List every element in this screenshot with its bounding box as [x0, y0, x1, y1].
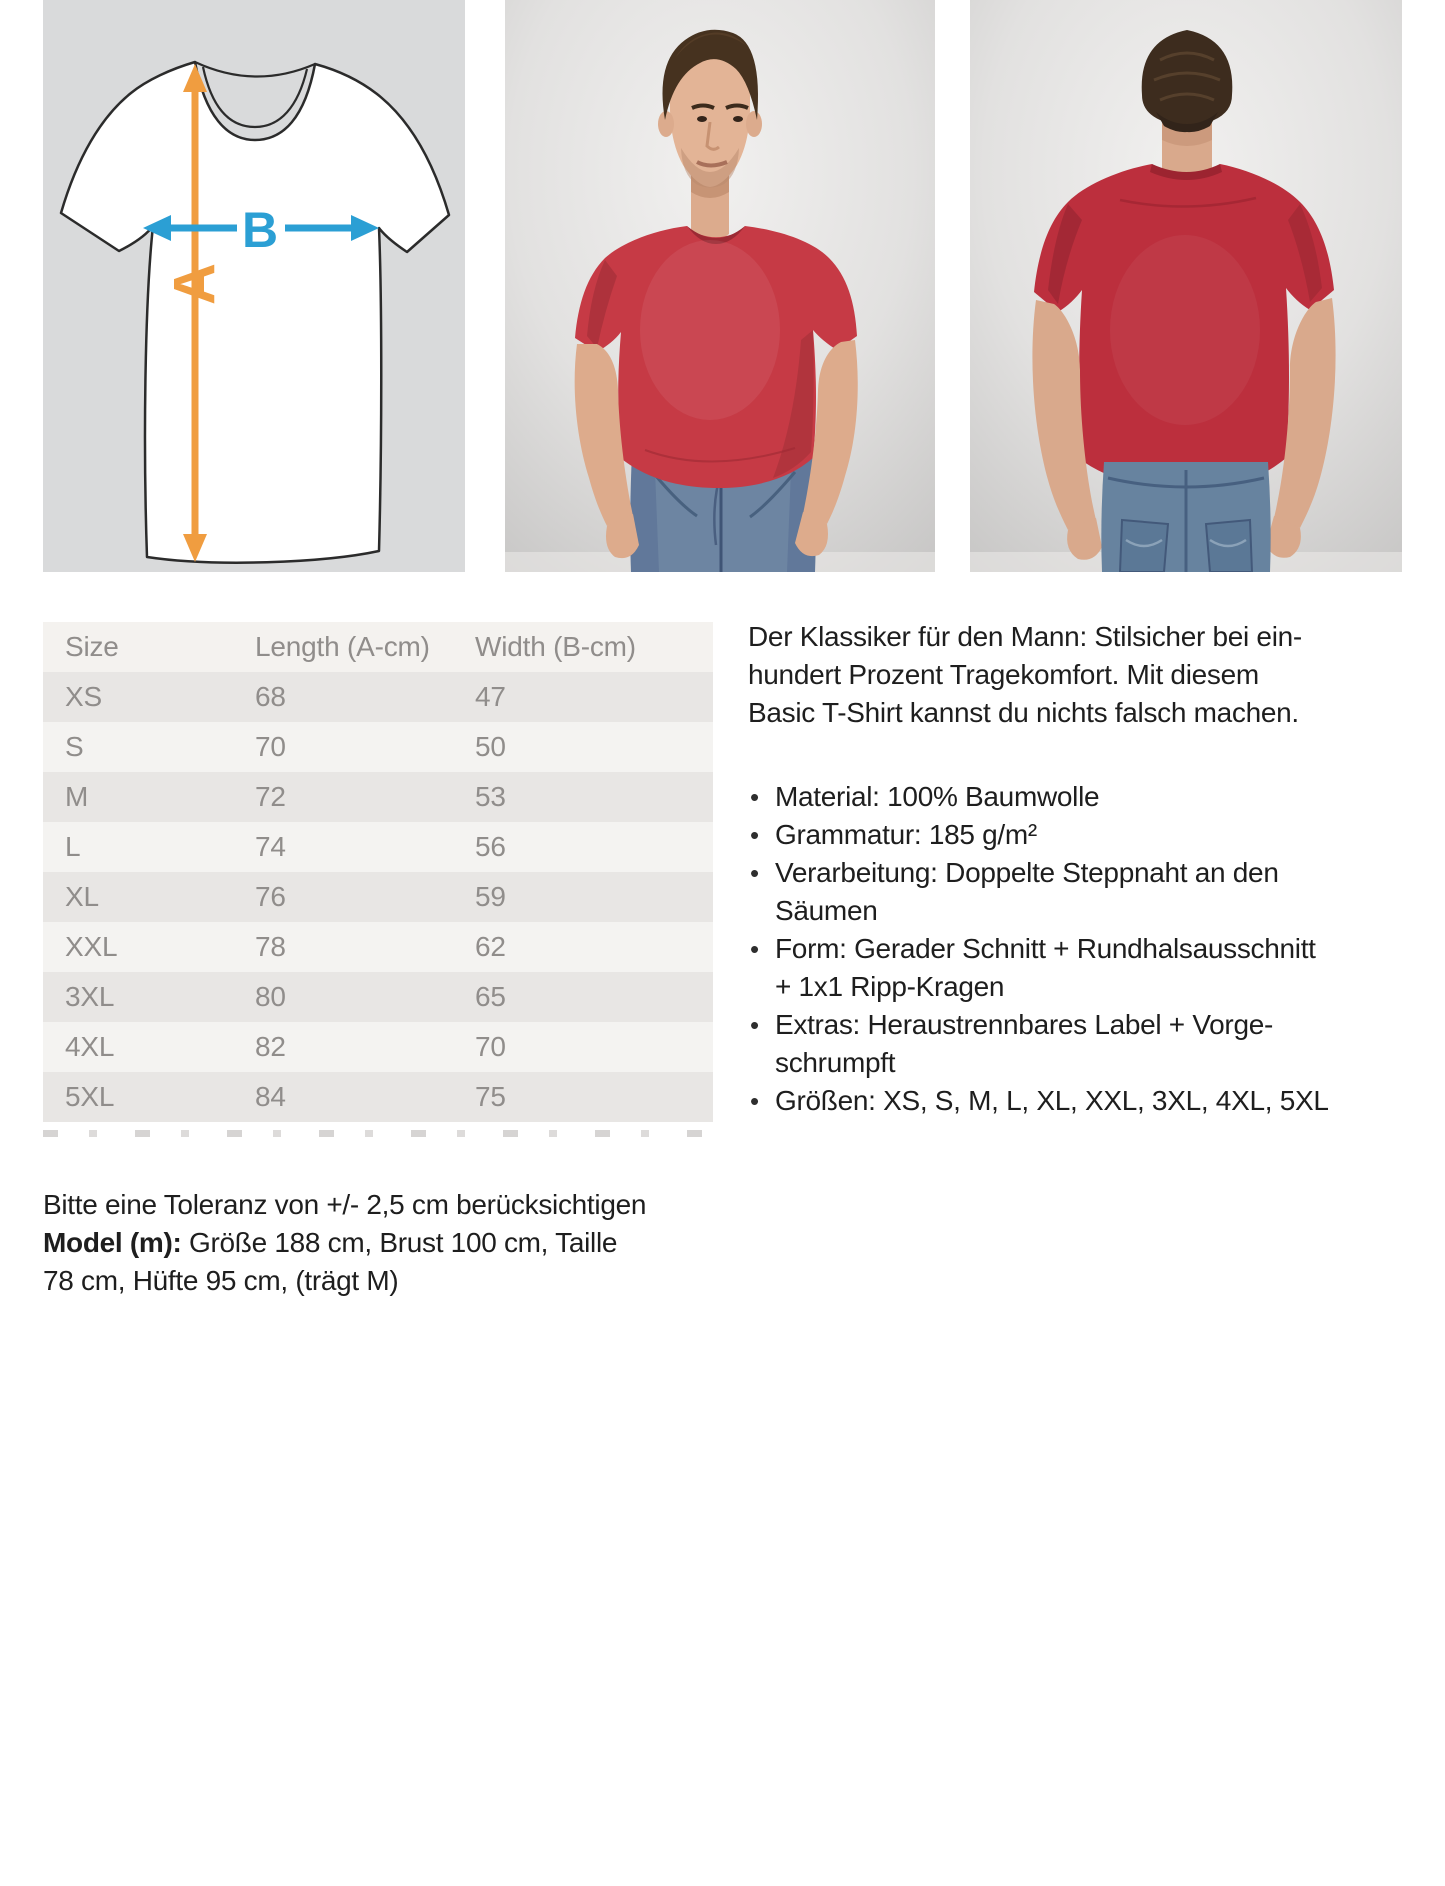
model-photo-back — [970, 0, 1402, 572]
description-intro: Der Klassiker für den Mann: Stilsicher bei ein- hundert Prozent Tragekomfort. Mit diesem Basic T-Shirt kannst du nichts falsch machen. — [748, 621, 1302, 728]
size-row-XS — [43, 672, 713, 722]
size-row-4XL — [43, 1022, 713, 1072]
length-cell: 70 — [255, 731, 286, 762]
size-chart-body — [43, 672, 713, 1122]
label-a: A — [162, 263, 228, 305]
size-diagram-panel — [43, 0, 465, 572]
model-back-illustration — [970, 0, 1402, 572]
model-note — [43, 1224, 646, 1300]
size-row-XL — [43, 872, 713, 922]
width-cell: 50 — [475, 731, 506, 762]
length-cell: 84 — [255, 1081, 286, 1112]
size-row-XXL — [43, 922, 713, 972]
feature-item: • Extras: Heraustrennbares Label + Vorge- schrumpft — [748, 1006, 1445, 1082]
width-cell: 70 — [475, 1031, 506, 1062]
length-cell: 80 — [255, 981, 286, 1012]
size-chart-table — [43, 622, 713, 1122]
size-chart-header-row — [43, 622, 713, 672]
size-row-S — [43, 722, 713, 772]
column-header: Width (B-cm) — [475, 631, 636, 662]
length-cell: 78 — [255, 931, 286, 962]
size-row-3XL — [43, 972, 713, 1022]
size-cell: L — [65, 831, 81, 862]
size-cell: S — [65, 731, 84, 762]
size-cell: 4XL — [65, 1031, 115, 1062]
size-notes — [43, 1186, 646, 1300]
feature-item: • Material: 100% Baumwolle — [748, 778, 1445, 816]
size-row-L — [43, 822, 713, 872]
label-b: B — [241, 202, 279, 258]
width-cell: 62 — [475, 931, 506, 962]
model-note-label: Model (m): — [43, 1227, 182, 1258]
length-cell: 72 — [255, 781, 286, 812]
tshirt-measurement-diagram-icon — [43, 0, 465, 572]
size-cell: 3XL — [65, 981, 115, 1012]
size-row-5XL — [43, 1072, 713, 1122]
model-photo-front — [505, 0, 935, 572]
width-cell: 47 — [475, 681, 506, 712]
width-cell: 65 — [475, 981, 506, 1012]
feature-item: • Größen: XS, S, M, L, XL, XXL, 3XL, 4XL, 5XL — [748, 1082, 1445, 1120]
feature-item: • Form: Gerader Schnitt + Rundhalsausschnitt + 1x1 Ripp-Kragen — [748, 930, 1445, 1006]
size-cell: XS — [65, 681, 102, 712]
width-cell: 53 — [475, 781, 506, 812]
tolerance-note: Bitte eine Toleranz von +/- 2,5 cm berücksichtigen — [43, 1189, 647, 1220]
size-cell: XXL — [65, 931, 118, 962]
feature-list — [748, 778, 1445, 1120]
feature-item: • Grammatur: 185 g/m² — [748, 816, 1445, 854]
feature-item: • Verarbeitung: Doppelte Steppnaht an den Säumen — [748, 854, 1445, 930]
length-cell: 82 — [255, 1031, 286, 1062]
width-cell: 56 — [475, 831, 506, 862]
cropped-next-row-remnant — [43, 1130, 713, 1137]
model-front-illustration — [505, 0, 935, 572]
size-row-M — [43, 772, 713, 822]
size-cell: 5XL — [65, 1081, 115, 1112]
length-cell: 76 — [255, 881, 286, 912]
length-cell: 74 — [255, 831, 286, 862]
width-cell: 75 — [475, 1081, 506, 1112]
column-header: Length (A-cm) — [255, 631, 430, 662]
model-note-line1: Größe 188 cm, Brust 100 cm, Taille — [181, 1227, 618, 1258]
column-header: Size — [65, 631, 119, 662]
length-cell: 68 — [255, 681, 286, 712]
size-cell: M — [65, 781, 89, 812]
size-cell: XL — [65, 881, 99, 912]
jeans-back — [1101, 462, 1270, 572]
width-cell: 59 — [475, 881, 506, 912]
product-description — [748, 618, 1445, 1120]
model-note-line2: 78 cm, Hüfte 95 cm, (trägt M) — [43, 1265, 399, 1296]
